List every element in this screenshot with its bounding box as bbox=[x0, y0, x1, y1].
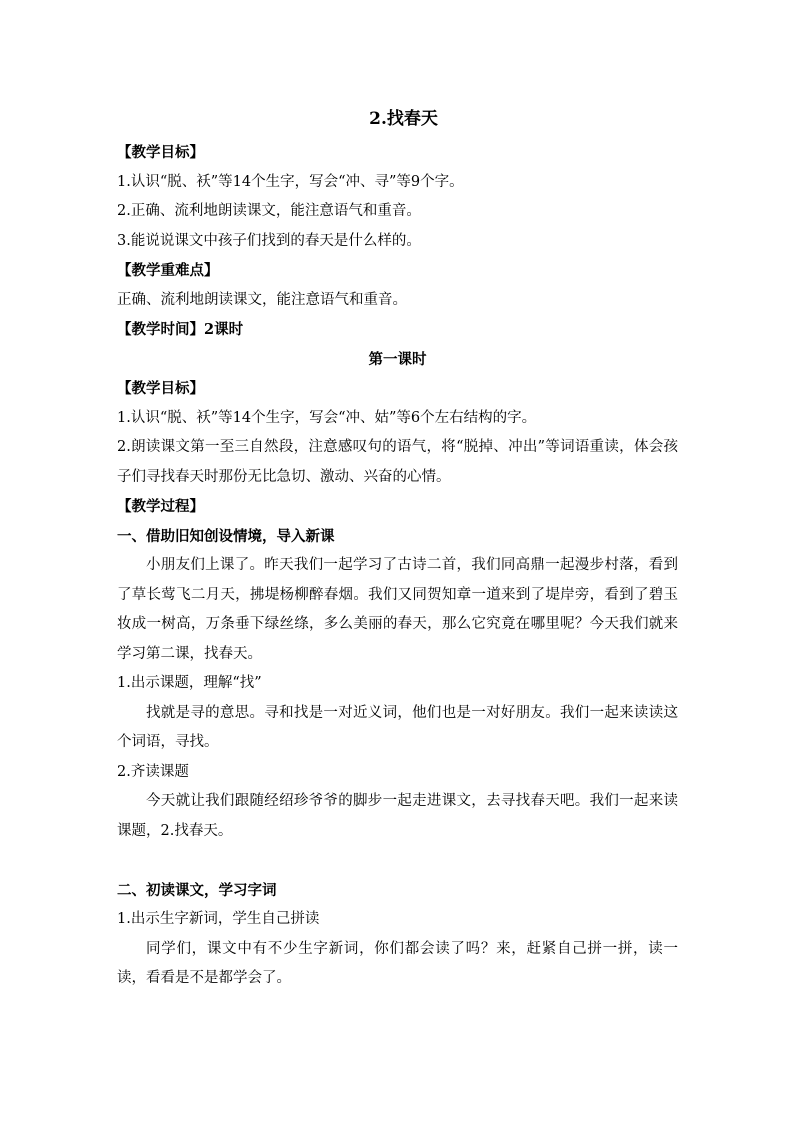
goal-item: 1.认识“脱、袄”等14个生字，写会“冲、寻”等9个字。 bbox=[117, 173, 464, 190]
goal-item: 2.正确、流利地朗读课文，能注意语气和重音。 bbox=[117, 203, 421, 219]
step-one-paragraph: 小朋友们上课了。昨天我们一起学习了古诗二首，我们同高鼎一起漫步村落，看到了草长莺飞二月天，拂堤杨柳醉春烟。我们又同贺知章一道来到了堤岸旁，看到了碧玉妆成一树高，万条垂下绿丝绦，多么美丽的春天，那么它究竟在哪里呢？今天我们就来学习第二课，找春天。 bbox=[117, 557, 678, 662]
goal-item: 3.能说说课文中孩子们找到的春天是什么样的。 bbox=[117, 232, 421, 249]
step-two-heading: 二、初读课文，学习字词 bbox=[117, 881, 277, 899]
step-two-subparagraph-1: 同学们，课文中有不少生字新词，你们都会读了吗？来，赶紧自己拼一拼，读一读，看看是不是都学会了。 bbox=[117, 940, 678, 986]
step-one-subheading-2: 2.齐读课题 bbox=[117, 763, 189, 780]
step-two-subheading-1: 1.出示生字新词，学生自己拼读 bbox=[117, 911, 320, 927]
section-heading-key-points: 【教学重难点】 bbox=[117, 262, 219, 279]
section-heading-goals-2: 【教学目标】 bbox=[117, 380, 204, 397]
blank-line bbox=[117, 846, 678, 876]
document-title: 2.找春天 bbox=[369, 109, 438, 129]
step-one-heading: 一、借助旧知创设情境，导入新课 bbox=[117, 527, 335, 545]
section-heading-time: 【教学时间】2课时 bbox=[117, 321, 244, 338]
goal-item: 1.认识“脱、袄”等14个生字，写会“冲、姑”等6个左右结构的字。 bbox=[117, 409, 537, 426]
key-points-text: 正确、流利地朗读课文，能注意语气和重音。 bbox=[117, 291, 407, 308]
section-heading-process: 【教学过程】 bbox=[117, 498, 204, 515]
step-one-subparagraph-2: 今天就让我们跟随经绍珍爷爷的脚步一起走进课文，去寻找春天吧。我们一起来读课题，2.找春天。 bbox=[117, 793, 678, 839]
lesson-one-title: 第一课时 bbox=[368, 350, 427, 368]
step-one-subparagraph-1: 找就是寻的意思。寻和找是一对近义词，他们也是一对好朋友。我们一起来读读这个词语，寻找。 bbox=[117, 704, 678, 750]
goal-item: 2.朗读课文第一至三自然段，注意感叹句的语气，将“脱掉、冲出”等词语重读，体会孩子们寻找春天时那份无比急切、激动、兴奋的心情。 bbox=[117, 439, 678, 485]
step-one-subheading-1: 1.出示课题，理解“找” bbox=[117, 675, 262, 691]
section-heading-goals: 【教学目标】 bbox=[117, 144, 204, 161]
